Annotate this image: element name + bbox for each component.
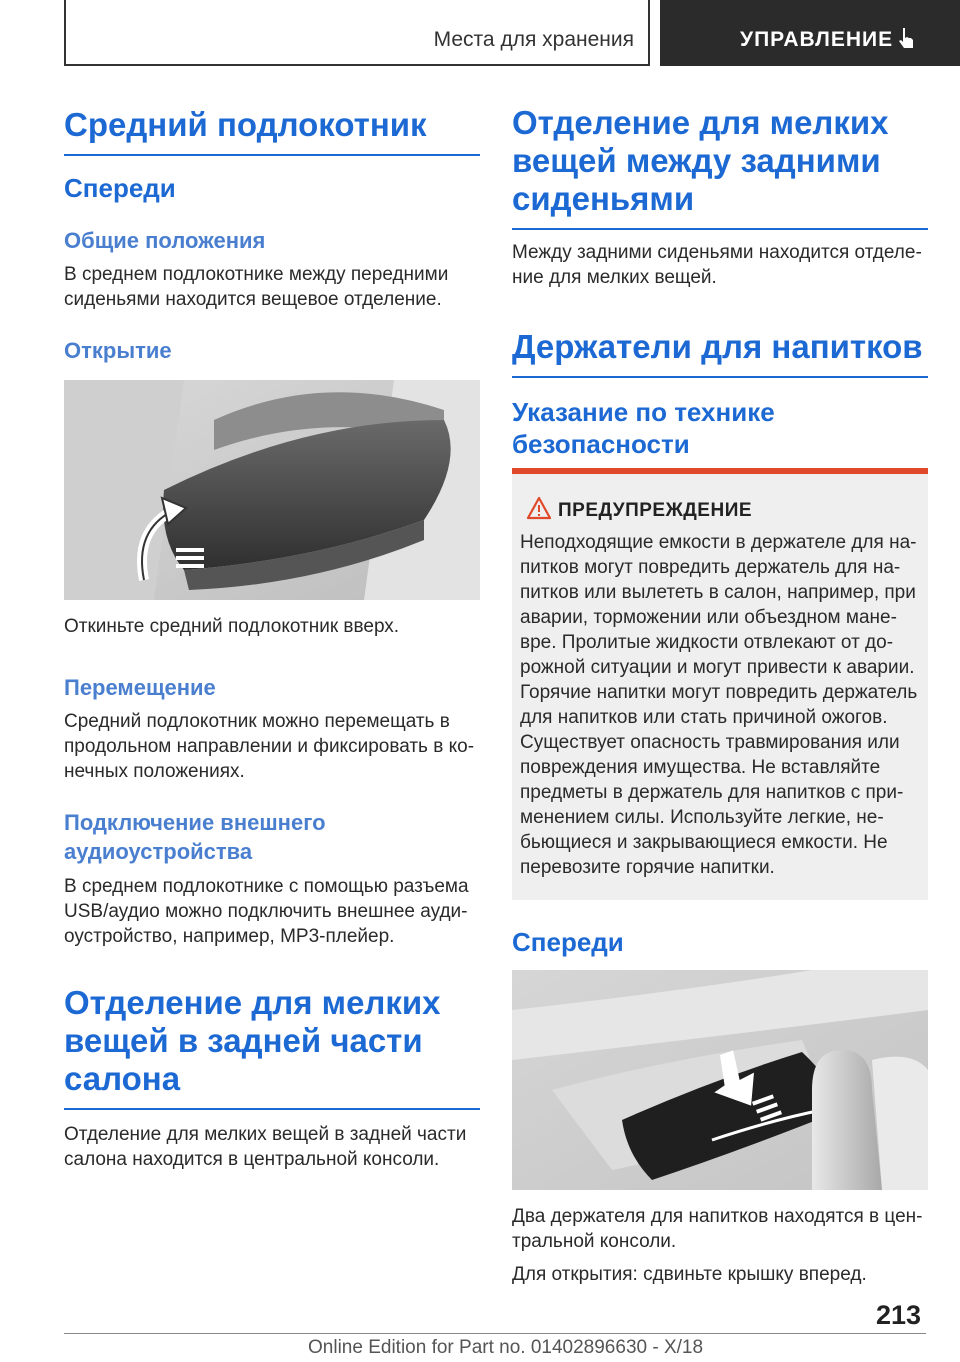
warning-title: ПРЕДУПРЕЖДЕНИЕ: [558, 500, 753, 521]
subheading-safety-1: Указание по технике: [512, 397, 775, 427]
warning-box: [512, 468, 928, 900]
subheading-opening: Открытие: [64, 338, 172, 363]
heading-rear-compartment: [64, 984, 480, 1110]
warning-line: Неподходящие емкости в держателе для на‑: [520, 532, 917, 553]
warning-line: повреждения имущества. Не вставляйте: [520, 757, 881, 778]
paragraph-moving-1: Средний подлокотник можно перемещать в: [64, 711, 450, 732]
heading-cup-holders: Держатели для напитков: [512, 328, 928, 378]
warning-line: питков или вылететь в салон, например, при: [520, 582, 916, 603]
paragraph-rear-2: салона находится в центральной консоли.: [64, 1149, 440, 1170]
header-section-title: Места для хранения: [433, 28, 634, 51]
heading-between-seats: [512, 104, 928, 230]
warning-line: аварии, торможении или объездном мане‑: [520, 607, 897, 628]
armrest-photo: [64, 380, 480, 600]
subheading-moving: Перемещение: [64, 675, 216, 700]
subheading-audio-2: аудиоустройства: [64, 839, 253, 864]
heading-between-line-3: сиденьями: [512, 180, 695, 217]
header-section-box: [64, 0, 650, 66]
paragraph-audio-1: В среднем подлокотнике с помощью разъема: [64, 876, 469, 897]
warning-line: Существует опасность травмирования или: [520, 732, 900, 753]
heading-armrest: Средний подлокотник: [64, 106, 480, 156]
paragraph-general-1: В среднем подлокотнике между передними: [64, 264, 449, 285]
paragraph-between-1: Между задними сиденьями находится отделе‑: [512, 242, 922, 263]
heading-between-line-1: Отделение для мелких: [512, 104, 889, 141]
footer-divider: [64, 1333, 926, 1334]
paragraph-moving-3: нечных положениях.: [64, 761, 245, 782]
subheading-front: Спереди: [64, 173, 176, 203]
hand-pointer-icon: [894, 26, 920, 52]
warning-triangle-icon: [526, 496, 552, 520]
paragraph-between-2: ние для мелких вещей.: [512, 267, 717, 288]
header-chapter-title: УПРАВЛЕНИЕ: [740, 28, 894, 51]
paragraph-general-2: сиденьями находится вещевое отделение.: [64, 289, 442, 310]
page-number: 213: [876, 1300, 922, 1330]
warning-line: рожной ситуации и могут привести к аварии.: [520, 657, 915, 678]
paragraph-opening: Откиньте средний подлокотник вверх.: [64, 616, 400, 637]
warning-text: [520, 530, 920, 880]
paragraph-moving-2: продольном направлении и фиксировать в ко‑: [64, 736, 475, 757]
warning-line: для напитков или стать причиной ожогов.: [520, 707, 888, 728]
warning-line: перевозите горячие напитки.: [520, 857, 775, 878]
heading-rear-line-3: салона: [64, 1060, 181, 1097]
warning-line: менением силы. Используйте легкие, не‑: [520, 807, 884, 828]
subheading-general: Общие положения: [64, 228, 266, 253]
warning-line: вре. Пролитые жидкости отвлекают от до‑: [520, 632, 894, 653]
subheading-front-cups: Спереди: [512, 927, 624, 957]
footer-edition: Online Edition for Part no. 01402896630 - X/18: [308, 1337, 704, 1358]
warning-line: Горячие напитки могут повредить держатель: [520, 682, 918, 703]
warning-line: питков могут повредить держатель для на‑: [520, 557, 901, 578]
cup-holder-photo: [512, 970, 928, 1190]
warning-line: бьющиеся и закрывающиеся емкости. Не: [520, 832, 888, 853]
heading-rear-line-2: вещей в задней части: [64, 1022, 423, 1059]
paragraph-audio-2: USB/аудио можно подключить внешнее ауди‑: [64, 901, 468, 922]
paragraph-audio-3: оустройство, например, MP3‑плейер.: [64, 926, 395, 947]
heading-between-line-2: вещей между задними: [512, 142, 881, 179]
heading-rear-line-1: Отделение для мелких: [64, 984, 441, 1021]
paragraph-front-1: Два держателя для напитков находятся в цен‑: [512, 1206, 923, 1227]
paragraph-front-3: Для открытия: сдвиньте крышку вперед.: [512, 1264, 867, 1285]
header-chapter-box: [660, 0, 960, 66]
subheading-audio-1: Подключение внешнего: [64, 810, 326, 835]
subheading-safety-2: безопасности: [512, 429, 690, 459]
warning-line: предметы в держатель для напитков с при‑: [520, 782, 904, 803]
paragraph-front-2: тральной консоли.: [512, 1231, 677, 1252]
paragraph-rear-1: Отделение для мелких вещей в задней части: [64, 1124, 467, 1145]
